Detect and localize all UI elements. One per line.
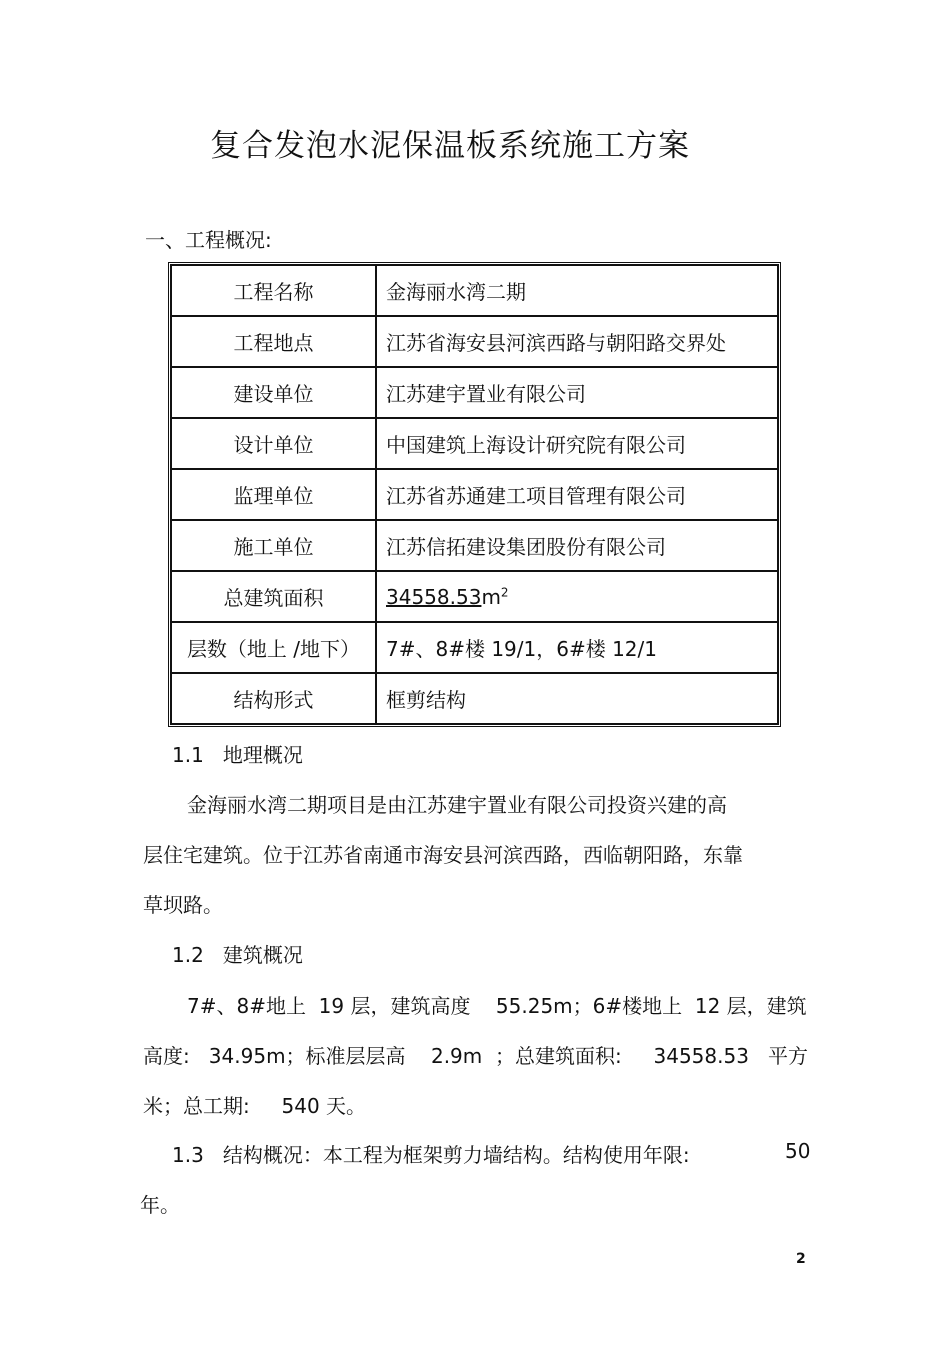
row-value: 江苏省苏通建工项目管理有限公司: [376, 469, 778, 520]
table-row: [171, 520, 778, 571]
table-row: [171, 418, 778, 469]
subsection-title: 地理概况: [222, 743, 303, 767]
subsection-1-2-heading: [172, 939, 303, 968]
row-value: 江苏建宇置业有限公司: [376, 367, 778, 418]
paragraph-line: 年。: [140, 1193, 180, 1217]
subsection-number: 1.3: [172, 1143, 204, 1167]
table-row: [171, 265, 778, 316]
paragraph-line: 米；总工期: 540 天。: [143, 1094, 367, 1118]
service-life-years: 50: [785, 1139, 811, 1163]
subsection-1-3: [172, 1139, 690, 1168]
row-label: 设计单位: [171, 418, 376, 469]
row-value: 中国建筑上海设计研究院有限公司: [376, 418, 778, 469]
row-label: 总建筑面积: [171, 571, 376, 622]
paragraph-line: 金海丽水湾二期项目是由江苏建宇置业有限公司投资兴建的高: [187, 793, 727, 817]
row-label: 监理单位: [171, 469, 376, 520]
document-title: 复合发泡水泥保温板系统施工方案: [210, 128, 690, 164]
area-unit-exponent: 2: [500, 584, 509, 599]
subsection-text: 结构概况：本工程为框架剪力墙结构。结构使用年限:: [222, 1143, 690, 1167]
project-overview-table: [168, 262, 781, 727]
area-unit: m: [481, 584, 501, 609]
subsection-number: 1.2: [172, 943, 204, 967]
paragraph-line: 层住宅建筑。位于江苏省南通市海安县河滨西路，西临朝阳路，东靠: [143, 843, 743, 867]
subsection-1-1-heading: [172, 739, 303, 768]
paragraph-line: 7#、8#地上 19 层，建筑高度 55.25m；6#楼地上 12 层，建筑: [187, 994, 807, 1018]
paragraph-line: 高度: 34.95m；标准层层高 2.9m ；总建筑面积: 34558.53 平方: [143, 1044, 809, 1068]
row-value: 框剪结构: [376, 673, 778, 724]
paragraph-line: 草坝路。: [143, 893, 223, 917]
row-label: 建设单位: [171, 367, 376, 418]
area-number: 34558.53: [386, 584, 482, 609]
table-row: [171, 316, 778, 367]
table-row: [171, 469, 778, 520]
row-value: 金海丽水湾二期: [376, 265, 778, 316]
section-heading: 一、工程概况:: [145, 228, 272, 252]
row-label: 施工单位: [171, 520, 376, 571]
row-value: 江苏信拓建设集团股份有限公司: [376, 520, 778, 571]
row-value-area: [376, 571, 778, 622]
row-label: 结构形式: [171, 673, 376, 724]
row-label: 层数（地上 /地下）: [171, 622, 376, 673]
subsection-number: 1.1: [172, 743, 204, 767]
row-value: 江苏省海安县河滨西路与朝阳路交界处: [376, 316, 778, 367]
table-row: [171, 367, 778, 418]
page-number: 2: [796, 1251, 806, 1267]
row-label: 工程名称: [171, 265, 376, 316]
subsection-title: 建筑概况: [222, 943, 303, 967]
table-row: [171, 622, 778, 673]
row-label: 工程地点: [171, 316, 376, 367]
table-row: [171, 571, 778, 622]
row-value: 7#、8#楼 19/1，6#楼 12/1: [376, 622, 778, 673]
table-row: [171, 673, 778, 724]
